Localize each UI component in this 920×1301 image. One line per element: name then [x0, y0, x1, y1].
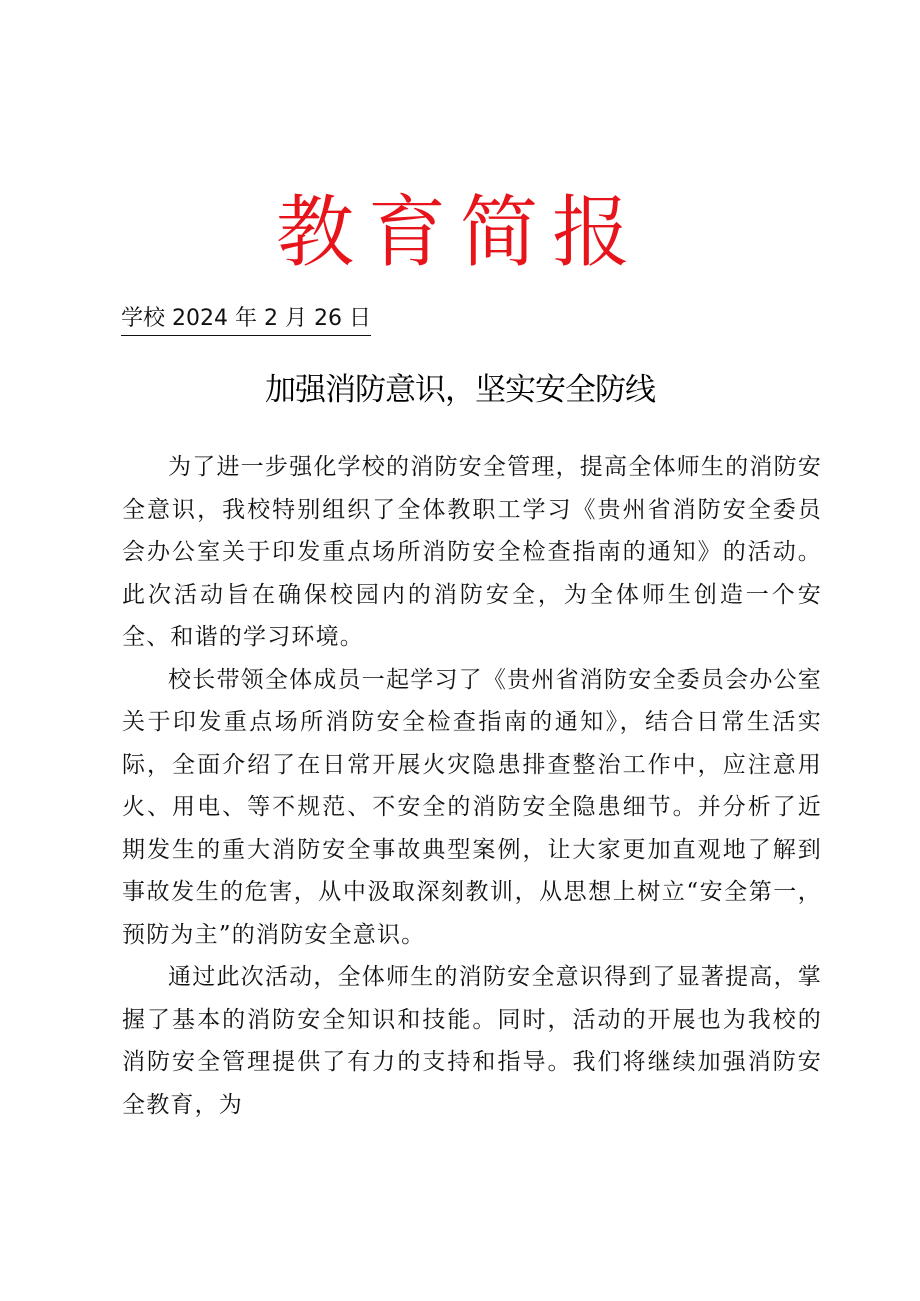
article-paragraph: 为了进一步强化学校的消防安全管理，提高全体师生的消防安全意识，我校特别组织了全体教职工学习《贵州省消防安全委员会办公室关于印发重点场所消防安全检查指南的通知》的活动。此次活动旨在确保校园内的消防安全，为全体师生创造一个安全、和谐的学习环境。	[122, 454, 822, 650]
article-headline: 加强消防意识，坚实安全防线	[265, 372, 655, 408]
article-paragraph: 通过此次活动，全体师生的消防安全意识得到了显著提高，掌握了基本的消防安全知识和技能。同时，活动的开展也为我校的消防安全管理提供了有力的支持和指导。我们将继续加强消防安全教育，为	[122, 964, 822, 1118]
newsletter-masthead: 教育简报	[275, 188, 644, 278]
article-paragraph: 校长带领全体成员一起学习了《贵州省消防安全委员会办公室关于印发重点场所消防安全检查指南的通知》，结合日常生活实际，全面介绍了在日常开展火灾隐患排查整治工作中，应注意用火、用电、等不规范、不安全的消防安全隐患细节。并分析了近期发生的重大消防安全事故典型案例，让大家更加直观地了解到事故发生的危害，从中汲取深刻教训，从思想上树立“安全第一，预防为主”的消防安全意识。	[122, 666, 822, 948]
dateline: 学校 2024 年 2 月 26 日	[121, 304, 371, 336]
article-body	[122, 446, 822, 1126]
